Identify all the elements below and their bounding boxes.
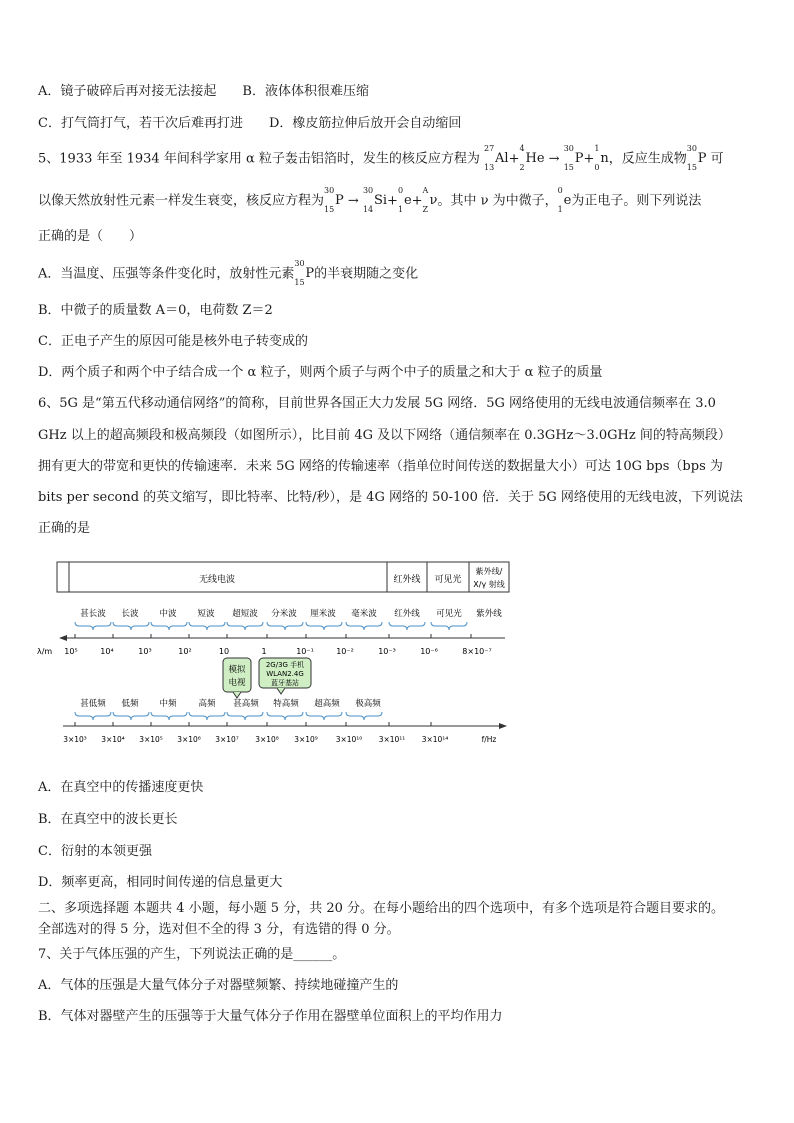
q5-stem-text: 可	[710, 151, 724, 167]
band-brace	[227, 712, 263, 720]
q5-stem-text: 为正电子。则下列说法	[571, 193, 702, 209]
band-brace	[227, 622, 263, 630]
q4-options-cd	[38, 115, 461, 133]
freq-tick: 3×10⁴	[101, 735, 125, 744]
band-brace	[113, 622, 149, 630]
wave-band-label: 毫米波	[351, 609, 377, 619]
band-brace	[151, 622, 187, 630]
freq-unit-label: f/Hz	[481, 735, 497, 744]
q5-stem-text: ，反应生成物	[608, 151, 687, 167]
wave-band-label: 短波	[197, 609, 215, 619]
q6-stem-line1: 6、5G 是“第五代移动通信网络”的简称，目前世界各国正大力发展 5G 网络．5G 网络使用的无线电波通信频率在 3.0	[38, 396, 716, 411]
band-brace	[75, 622, 111, 630]
lambda-tick: 10⁻¹	[296, 647, 314, 656]
arrow: →	[347, 193, 359, 209]
band-label-xgamma: X/γ 射线	[473, 580, 505, 589]
band-brace	[75, 712, 111, 720]
band-label-radio: 无线电波	[198, 575, 236, 585]
freq-band-label: 超高频	[314, 699, 340, 709]
q5-stem-line3: 正确的是（ ）	[38, 229, 143, 244]
plus-sign: +	[508, 151, 520, 167]
q6-stem-line5: 正确的是	[38, 521, 91, 536]
callout-mobile-text: 蓝牙基站	[271, 679, 299, 687]
q6-stem-line2: GHz 以上的超高频段和极高频段（如图所示），比目前 4G 及以下网络（通信频率在 0.3GHz～3.0GHz 间的特高频段）	[38, 428, 731, 443]
em-spectrum-figure	[37, 556, 513, 752]
wave-band-label: 中波	[159, 609, 177, 619]
wave-band-label: 红外线	[394, 609, 420, 619]
q5-option-b: B．中微子的质量数 A＝0，电荷数 Z＝2	[38, 303, 273, 318]
q6-option-d: D．频率更高，相同时间传递的信息量更大	[38, 875, 283, 890]
q5-option-c: C．正电子产生的原因可能是核外电子转变成的	[38, 334, 308, 349]
nuclide-positron: 0 1 e	[397, 186, 412, 214]
band-brace	[189, 622, 225, 630]
lambda-tick: 8×10⁻⁷	[462, 647, 492, 656]
q6-option-c: C．衍射的本领更强	[38, 844, 152, 859]
nuclide-p: 30 15 P	[324, 186, 344, 214]
lambda-tick: 10⁵	[64, 647, 78, 656]
freq-band-label: 高频	[198, 699, 216, 709]
lambda-tick: 10⁻³	[378, 647, 396, 656]
band-brace	[431, 622, 467, 630]
q6-option-b: B．在真空中的波长更长	[38, 812, 178, 827]
freq-band-label: 低频	[121, 699, 139, 709]
q5-option-a-text: A．当温度、压强等条件变化时，放射性元素	[38, 266, 295, 282]
freq-band-label: 甚低频	[80, 699, 106, 709]
q4-option-a: A．镜子破碎后再对接无法接起	[38, 84, 217, 99]
frequency-axis-arrow	[499, 723, 507, 729]
freq-band-label: 甚高频	[233, 699, 259, 709]
band-brace	[189, 712, 225, 720]
band-brace	[306, 622, 342, 630]
freq-tick: 3×10⁹	[294, 735, 318, 744]
nuclide-neutrino: A Z ν	[422, 186, 438, 214]
band-brace	[346, 622, 382, 630]
q4-option-b: B．液体体积很难压缩	[242, 84, 369, 99]
wave-band-label: 分米波	[271, 609, 297, 619]
q5-stem-text: 。其中 ν 为中微子，	[437, 193, 558, 209]
em-spectrum-svg	[37, 556, 513, 752]
freq-tick: 3×10¹⁴	[421, 735, 449, 744]
callout-pointer	[277, 688, 285, 694]
band-brace	[113, 712, 149, 720]
freq-tick: 3×10⁸	[255, 735, 279, 744]
nuclide-n: 1 0 n	[594, 144, 609, 172]
q4-option-c: C．打气筒打气，若干次后难再打进	[38, 116, 243, 131]
freq-tick: 3×10⁷	[215, 735, 239, 744]
q5-option-d: D．两个质子和两个中子结合成一个 α 粒子，则两个质子与两个中子的质量之和大于 α 粒子的质量	[38, 365, 603, 380]
q5-stem-text: 以像天然放射性元素一样发生衰变，核反应方程为	[38, 193, 325, 209]
lambda-unit-label: λ/m	[37, 647, 53, 656]
q5-option-a	[38, 259, 419, 287]
callout-pointer	[233, 692, 241, 698]
nuclide-p: 30 15 P	[686, 144, 707, 172]
nuclide-si: 30 14 Si	[362, 186, 388, 214]
freq-band-label: 极高频	[355, 699, 381, 709]
callout-mobile-text: WLAN2.4G	[266, 670, 304, 678]
q7-stem: 7、关于气体压强的产生，下列说法正确的是______。	[38, 947, 346, 962]
lambda-tick: 10	[218, 647, 230, 656]
section2-scoring: 全部选对的得 5 分，选对但不全的得 3 分，有选错的得 0 分。	[38, 922, 400, 937]
band-label-infrared: 红外线	[393, 575, 421, 585]
band-brace	[306, 712, 342, 720]
nuclide-p: 30 15 P	[294, 259, 315, 287]
band-brace	[267, 622, 303, 630]
q7-option-a: A．气体的压强是大量气体分子对器壁频繁、持续地碰撞产生的	[38, 978, 399, 993]
q7-option-b: B．气体对器壁产生的压强等于大量气体分子作用在器壁单位面积上的平均作用力	[38, 1009, 503, 1024]
nuclide-al: 27 13 Al	[484, 144, 509, 172]
q5-stem-text: 5、1933 年至 1934 年间科学家用 α 粒子轰击铝箔时，发生的核反应方程为	[38, 151, 480, 167]
plus-sign: +	[583, 151, 595, 167]
band-brace	[389, 622, 425, 630]
lambda-tick: 1	[261, 647, 267, 656]
wave-band-label: 紫外线	[476, 609, 502, 619]
band-label-uv: 紫外线/	[475, 567, 503, 576]
q5-stem-line1	[38, 144, 724, 172]
lambda-tick: 10²	[178, 647, 192, 656]
q6-option-a: A．在真空中的传播速度更快	[38, 780, 204, 795]
freq-band-label: 特高频	[273, 699, 299, 709]
band-label-visible: 可见光	[434, 575, 462, 585]
plus-sign: +	[387, 193, 398, 209]
q5-option-a-text: 的半衰期随之变化	[314, 266, 419, 282]
freq-band-label: 中频	[159, 699, 177, 709]
freq-tick: 3×10¹⁰	[335, 735, 363, 744]
wave-band-label: 厘米波	[310, 609, 336, 619]
band-brace	[267, 712, 303, 720]
wave-band-label: 超短波	[232, 609, 258, 619]
wave-band-label: 长波	[121, 609, 139, 619]
wavelength-axis-arrow	[59, 635, 67, 641]
band-brace	[151, 712, 187, 720]
section2-heading: 二、多项选择题 本题共 4 小题，每小题 5 分，共 20 分。在每小题给出的四个选项中，有多个选项是符合题目要求的。	[38, 901, 725, 916]
lambda-tick: 10⁴	[100, 647, 114, 656]
plus-sign: +	[411, 193, 423, 209]
nuclide-p: 30 15 P	[563, 144, 584, 172]
q5-stem-line2	[38, 186, 702, 214]
nuclide-he: 4 2 He	[519, 144, 545, 172]
lambda-tick: 10³	[138, 647, 152, 656]
band-brace	[346, 712, 382, 720]
callout-analog-tv-text: 模拟	[228, 665, 246, 675]
nuclide-positron: 0 1 e	[557, 186, 572, 214]
wave-band-label: 可见光	[436, 609, 462, 619]
lambda-tick: 10⁻⁶	[420, 647, 438, 656]
freq-tick: 3×10⁵	[139, 735, 163, 744]
q6-stem-line4: bits per second 的英文缩写，即比特率、比特/秒），是 4G 网络的 50-100 倍．关于 5G 网络使用的无线电波，下列说法	[38, 490, 743, 505]
wave-band-label: 甚长波	[80, 609, 106, 619]
lambda-tick: 10⁻²	[336, 647, 354, 656]
q4-option-d: D．橡皮筋拉伸后放开会自动缩回	[268, 116, 462, 131]
callout-analog-tv-text: 电视	[228, 678, 246, 688]
q4-options-ab	[38, 83, 369, 101]
callout-mobile-text: 2G/3G 手机	[265, 661, 305, 669]
q6-stem-line3: 拥有更大的带宽和更快的传输速率．未来 5G 网络的传输速率（指单位时间传送的数据量大小）可达 10G bps（bps 为	[38, 459, 723, 474]
arrow: →	[548, 151, 560, 167]
freq-tick: 3×10⁶	[177, 735, 201, 744]
freq-tick: 3×10³	[63, 735, 87, 744]
freq-tick: 3×10¹¹	[378, 735, 406, 744]
